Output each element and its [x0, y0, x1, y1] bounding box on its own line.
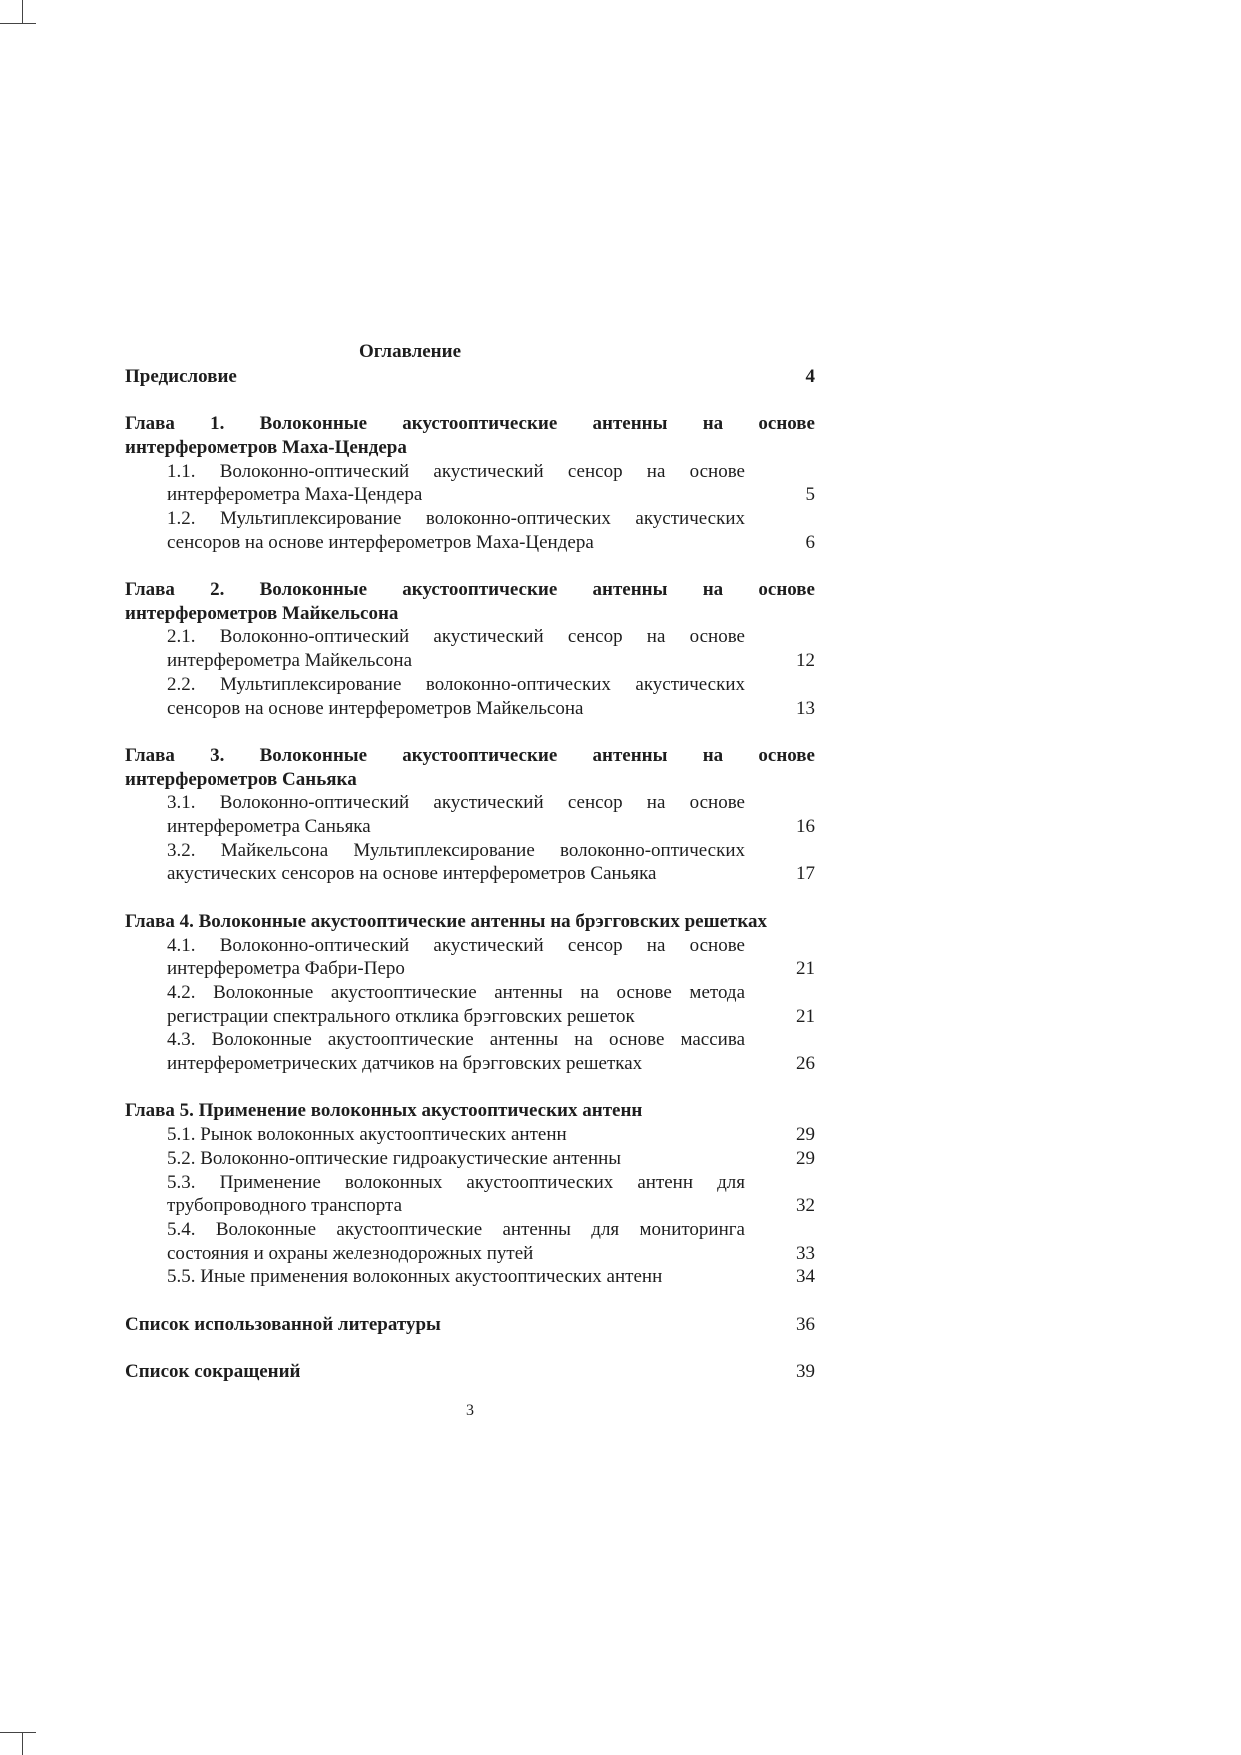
chapter-heading-line: Глава 5. Применение волоконных акустооптических антенн — [125, 1100, 643, 1122]
toc-item-line: 5.5. Иные применения волоконных акустооптических антенн — [167, 1266, 663, 1288]
toc-entry-page: 36 — [796, 1313, 815, 1335]
toc-item-line: регистрации спектрального отклика брэгговских решеток — [167, 1005, 635, 1027]
crop-mark-bottom-left-vertical — [22, 1732, 23, 1755]
toc-item-5-4 — [125, 1218, 815, 1265]
crop-mark-top-left-horizontal — [0, 23, 36, 24]
toc-item-line: акустических сенсоров на основе интерферометров Саньяка — [167, 863, 657, 885]
toc-entry-page: 4 — [805, 365, 815, 387]
toc-item-line: 1.1. Волоконно-оптический акустический сенсор на основе — [167, 460, 745, 482]
chapter-heading-line: интерферометров Саньяка — [125, 768, 357, 790]
toc-item-page: 5 — [805, 484, 815, 506]
page-number: 3 — [466, 1402, 474, 1419]
chapter-heading-line: Глава 2. Волоконные акустооптические антенны на основе — [125, 579, 815, 600]
toc-chapter-4 — [125, 910, 815, 934]
toc-item-page: 13 — [796, 697, 815, 719]
toc-item-4-2 — [125, 981, 815, 1028]
toc-item-line: 5.2. Волоконно-оптические гидроакустические антенны — [167, 1147, 622, 1169]
toc-item-5-3 — [125, 1171, 815, 1218]
chapter-heading-line: Глава 3. Волоконные акустооптические антенны на основе — [125, 744, 815, 766]
toc-entry-preface — [125, 365, 815, 389]
toc-entry-label: Список сокращений — [125, 1361, 301, 1383]
toc-item-line: 3.2. Майкельсона Мультиплексирование волоконно-оптических — [167, 839, 745, 861]
toc-item-line: 5.4. Волоконные акустооптические антенны для мониторинга — [167, 1218, 745, 1240]
toc-item-page: 32 — [796, 1195, 815, 1217]
toc-item-page: 6 — [805, 531, 815, 553]
toc-item-1-1 — [125, 460, 815, 507]
toc-item-page: 29 — [796, 1124, 815, 1146]
toc-item-3-1 — [125, 791, 815, 838]
toc-item-line: интерферометра Саньяка — [167, 816, 371, 838]
toc-item-line: состояния и охраны железнодорожных путей — [167, 1242, 534, 1264]
chapter-heading-line: Глава 1. Волоконные акустооптические антенны на основе — [125, 413, 815, 435]
chapter-heading-line: Глава 4. Волоконные акустооптические антенны на брэгговских решетках — [125, 910, 768, 932]
toc-chapter-2 — [125, 578, 815, 625]
toc-item-line: трубопроводного транспорта — [167, 1195, 403, 1217]
toc-item-page: 21 — [796, 1005, 815, 1027]
toc-chapter-3 — [125, 744, 815, 791]
toc-item-2-2 — [125, 673, 815, 720]
toc-item-1-2 — [125, 507, 815, 554]
toc-title-text: Оглавление — [358, 341, 462, 362]
toc-item-line: 5.1. Рынок волоконных акустооптических антенн — [167, 1124, 567, 1146]
toc-item-line: 1.2. Мультиплексирование волоконно-оптических акустических — [167, 507, 745, 529]
toc-item-line: 2.2. Мультиплексирование волоконно-оптических акустических — [167, 673, 745, 695]
chapter-heading-line: интерферометров Майкельсона — [125, 602, 399, 624]
toc-entry-label: Предисловие — [125, 365, 237, 387]
toc-item-line: 3.1. Волоконно-оптический акустический сенсор на основе — [167, 792, 745, 814]
toc-item-line: 2.1. Волоконно-оптический акустический сенсор на основе — [167, 626, 745, 648]
crop-mark-top-left-vertical — [22, 0, 23, 24]
toc-entry-label: Список использованной литературы — [125, 1313, 441, 1335]
toc-item-page: 16 — [796, 816, 815, 838]
table-of-contents — [125, 340, 815, 1384]
toc-item-2-1 — [125, 625, 815, 672]
toc-item-page: 33 — [796, 1242, 815, 1264]
toc-item-line: интерферометра Маха-Цендера — [167, 484, 423, 506]
toc-item-page: 29 — [796, 1147, 815, 1169]
toc-item-5-5 — [125, 1265, 815, 1289]
toc-item-line: интерферометра Фабри-Перо — [167, 958, 405, 980]
toc-item-page: 21 — [796, 958, 815, 980]
crop-mark-bottom-left-horizontal — [0, 1732, 36, 1733]
toc-item-line: 4.1. Волоконно-оптический акустический сенсор на основе — [167, 934, 745, 956]
toc-item-page: 26 — [796, 1053, 815, 1075]
toc-item-5-1 — [125, 1123, 815, 1147]
chapter-heading-line: интерферометров Маха-Цендера — [125, 436, 407, 458]
toc-item-page: 12 — [796, 650, 815, 672]
toc-item-line: 4.3. Волоконные акустооптические антенны на основе массива — [167, 1029, 745, 1051]
toc-item-4-1 — [125, 934, 815, 981]
toc-item-5-2 — [125, 1147, 815, 1171]
toc-item-4-3 — [125, 1028, 815, 1075]
toc-chapter-5 — [125, 1099, 815, 1123]
toc-title — [125, 340, 815, 364]
toc-item-line: интерферометрических датчиков на брэгговских решетках — [167, 1053, 643, 1075]
toc-entry-page: 39 — [796, 1361, 815, 1383]
toc-item-page: 17 — [796, 863, 815, 885]
toc-item-line: сенсоров на основе интерферометров Маха-Цендера — [167, 531, 594, 553]
toc-item-page: 34 — [796, 1266, 815, 1288]
toc-chapter-1 — [125, 412, 815, 459]
toc-entry-references — [125, 1313, 815, 1337]
toc-item-line: интерферометра Майкельсона — [167, 650, 412, 672]
toc-item-3-2 — [125, 839, 815, 886]
toc-item-line: сенсоров на основе интерферометров Майкельсона — [167, 697, 584, 719]
toc-item-line: 5.3. Применение волоконных акустооптических антенн для — [167, 1171, 745, 1193]
toc-entry-abbreviations — [125, 1360, 815, 1384]
toc-item-line: 4.2. Волоконные акустооптические антенны на основе метода — [167, 981, 745, 1003]
